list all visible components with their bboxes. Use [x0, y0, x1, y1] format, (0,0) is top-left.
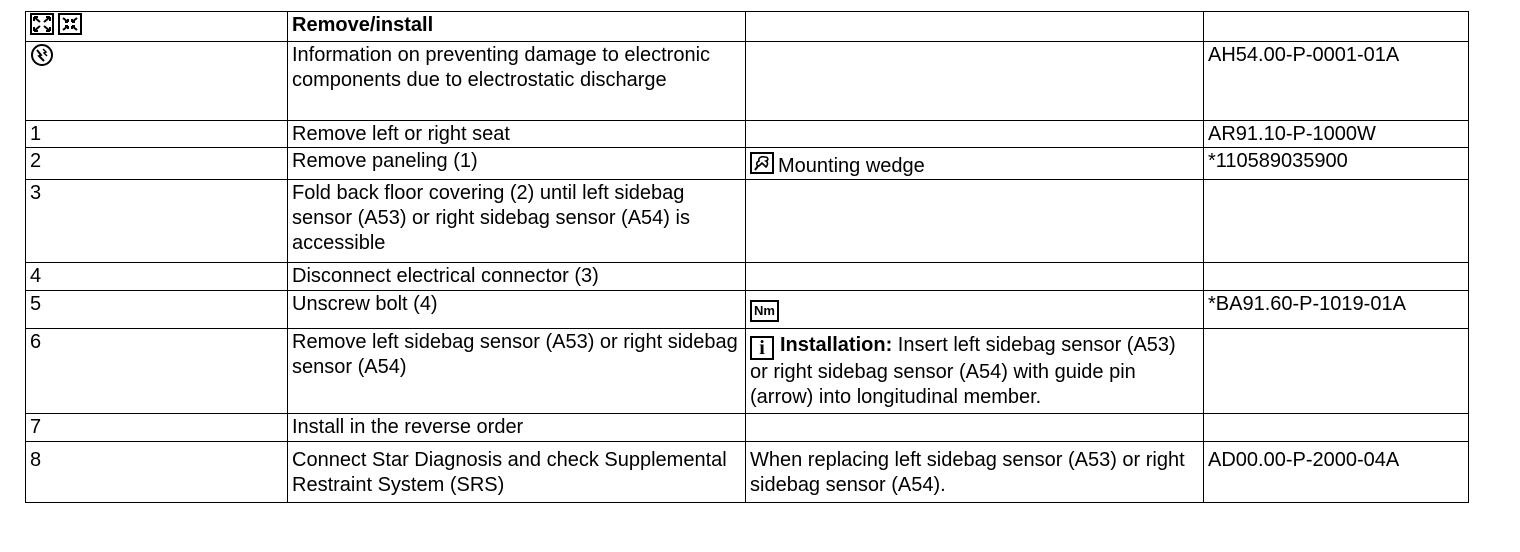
step-ref-link[interactable]: AD00.00-P-2000-04A — [1204, 442, 1469, 503]
remove-icon — [30, 13, 54, 35]
install-icon — [58, 13, 82, 35]
header-title: Remove/install — [288, 12, 746, 42]
step-number: 7 — [26, 414, 288, 442]
step-ref — [1204, 329, 1469, 414]
step-note — [746, 180, 1204, 263]
esd-icon-cell — [26, 42, 288, 121]
step-ref-link[interactable]: AR91.10-P-1000W — [1204, 121, 1469, 148]
esd-warning-icon — [30, 43, 54, 74]
table-row — [26, 442, 1469, 503]
step-number: 8 — [26, 442, 288, 503]
table-row — [26, 148, 1469, 180]
header-ref-cell — [1204, 12, 1469, 42]
table-row — [26, 180, 1469, 263]
step-number: 2 — [26, 148, 288, 180]
step-ref — [1204, 180, 1469, 263]
step-ref — [1204, 414, 1469, 442]
step-note — [746, 121, 1204, 148]
step-ref — [1204, 263, 1469, 291]
step-ref-link[interactable]: *110589035900 — [1204, 148, 1469, 180]
step-note — [746, 414, 1204, 442]
esd-text: Information on preventing damage to electronic components due to electrostatic discharge — [288, 42, 746, 121]
table-row — [26, 291, 1469, 329]
step-text: Remove left sidebag sensor (A53) or right sidebag sensor (A54) — [288, 329, 746, 414]
step-note — [746, 148, 1204, 180]
installation-note: Insert left sidebag sensor (A53) or right sidebag sensor (A54) with guide pin (arrow) into longitudinal member. — [750, 334, 1176, 408]
header-row — [26, 12, 1469, 42]
step-text: Connect Star Diagnosis and check Supplemental Restraint System (SRS) — [288, 442, 746, 503]
step-note — [746, 291, 1204, 329]
step-number: 4 — [26, 263, 288, 291]
table-row — [26, 329, 1469, 414]
esd-ref-link[interactable]: AH54.00-P-0001-01A — [1204, 42, 1469, 121]
step-number: 5 — [26, 291, 288, 329]
torque-icon: Nm — [750, 300, 779, 322]
step-ref-link[interactable]: *BA91.60-P-1019-01A — [1204, 291, 1469, 329]
step-number: 6 — [26, 329, 288, 414]
table-row — [26, 263, 1469, 291]
step-text: Unscrew bolt (4) — [288, 291, 746, 329]
mounting-wedge-label: Mounting wedge — [778, 155, 925, 177]
step-text: Remove left or right seat — [288, 121, 746, 148]
special-tool-icon — [750, 152, 774, 174]
step-text: Disconnect electrical connector (3) — [288, 263, 746, 291]
table-row — [26, 121, 1469, 148]
info-icon: i — [750, 336, 774, 360]
step-text: Install in the reverse order — [288, 414, 746, 442]
esd-note-cell — [746, 42, 1204, 121]
esd-row — [26, 42, 1469, 121]
table-row — [26, 414, 1469, 442]
step-text: Remove paneling (1) — [288, 148, 746, 180]
header-icons-cell — [26, 12, 288, 42]
header-note-cell — [746, 12, 1204, 42]
step-note — [746, 263, 1204, 291]
step-number: 3 — [26, 180, 288, 263]
step-text: Fold back floor covering (2) until left sidebag sensor (A53) or right sidebag sensor (A54) is accessible — [288, 180, 746, 263]
procedure-table — [25, 11, 1469, 503]
installation-label: Installation: — [780, 334, 893, 356]
step-note — [746, 329, 1204, 414]
step-note: When replacing left sidebag sensor (A53) or right sidebag sensor (A54). — [746, 442, 1204, 503]
step-number: 1 — [26, 121, 288, 148]
